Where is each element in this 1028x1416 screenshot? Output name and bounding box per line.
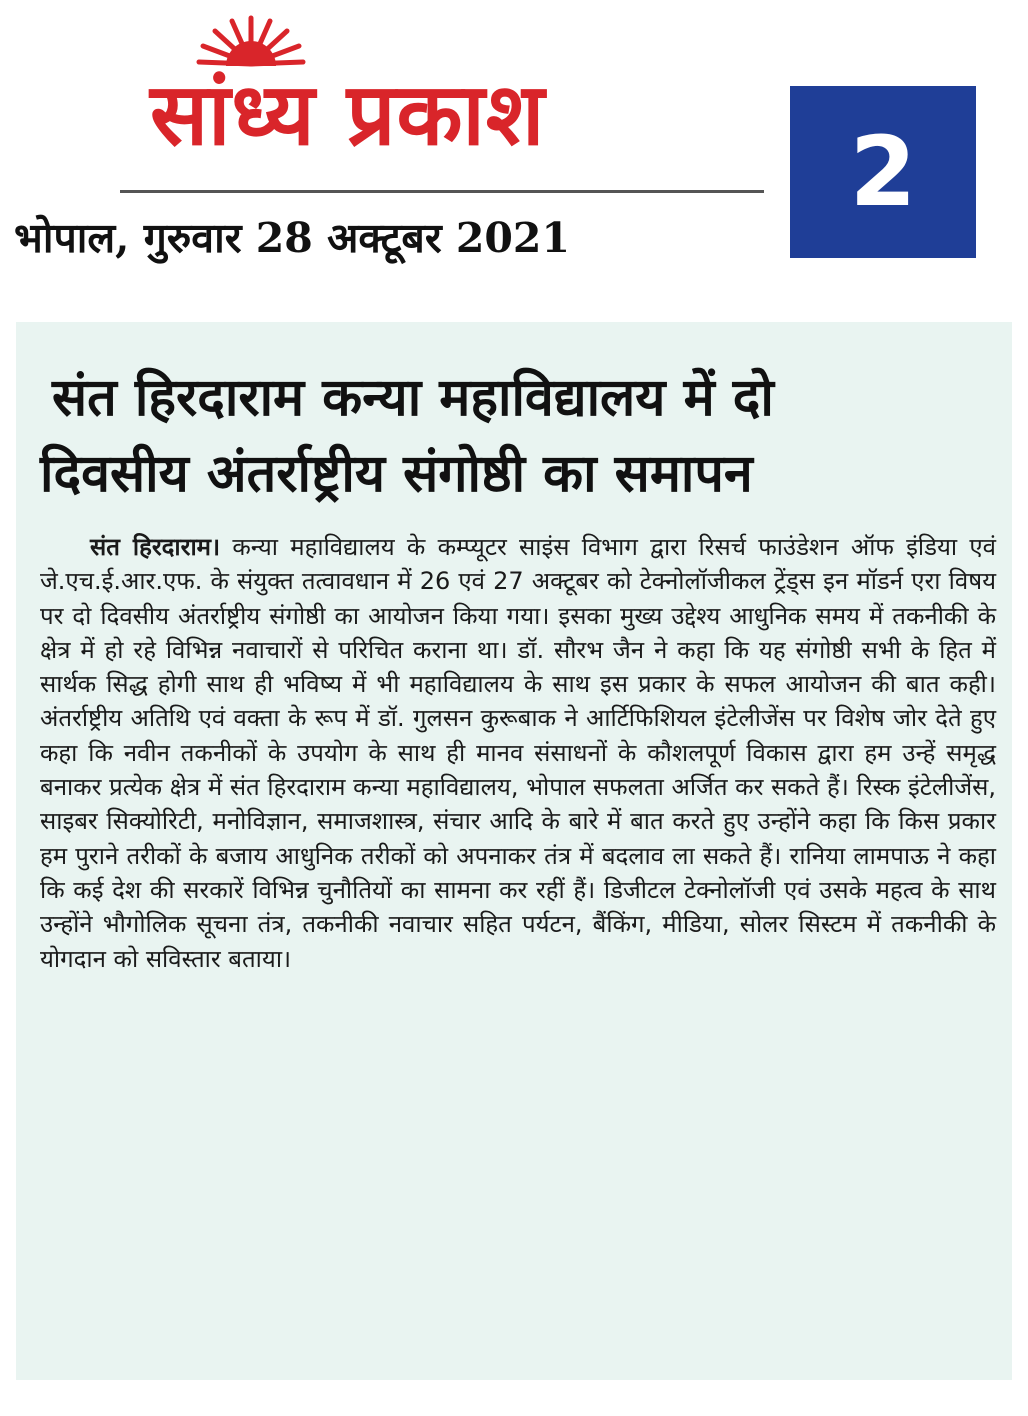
headline-line-2: दिवसीय अंतर्राष्ट्रीय संगोष्ठी का समापन [40, 444, 753, 504]
masthead [0, 0, 1028, 300]
article-body-text: कन्या महाविद्यालय के कम्प्यूटर साइंस विभाग द्वारा रिसर्च फाउंडेशन ऑफ इंडिया एवं जे.एच.ई.आर.एफ. के संयुक्त तत्वावधान में 26 एवं 27 अक्टूबर को टेक्नोलॉजीकल ट्रेंड्स इन मॉडर्न एरा विषय पर दो दिवसीय अंतर्राष्ट्रीय संगोष्ठी का आयोजन किया गया। इसका मुख्य उद्देश्य आधुनिक समय में तकनीकी के क्षेत्र में हो रहे विभिन्न नवाचारों से परिचित कराना था। डॉ. सौरभ जैन ने कहा कि यह संगोष्ठी सभी के हित में सार्थक सिद्ध होगी साथ ही भविष्य में भी महाविद्यालय के साथ इस प्रकार के सफल आयोजन की बात कही। अंतर्राष्ट्रीय अतिथि एवं वक्ता के रूप में डॉ. गुलसन कुरूबाक ने आर्टिफिशियल इंटेलीजेंस पर विशेष जोर देते हुए कहा कि नवीन तकनीकों के उपयोग के साथ ही मानव संसाधनों के कौशलपूर्ण विकास द्वारा हम उन्हें समृद्ध बनाकर प्रत्येक क्षेत्र में संत हिरदाराम कन्या महाविद्यालय, भोपाल सफलता अर्जित कर सकते हैं। रिस्क इंटेलीजेंस, साइबर सिक्योरिटी, मनोविज्ञान, समाजशास्त्र, संचार आदि के बारे में बात करते हुए उन्होंने कहा कि किस प्रकार हम पुराने तरीकों के बजाय आधुनिक तरीकों को अपनाकर तंत्र में बदलाव ला सकते हैं। रानिया लामपाऊ ने कहा कि कई देश की सरकारें विभिन्न चुनौतियों का सामना कर रहीं हैं। डिजीटल टेक्नोलॉजी एवं उसके महत्व के साथ उन्होंने भौगोलिक सूचना तंत्र, तकनीकी नवाचार सहित पर्यटन, बैंकिंग, मीडिया, सोलर सिस्टम में तकनीकी के योगदान को सविस्तार बताया। [40, 533, 996, 973]
article-lead: संत हिरदाराम। [90, 533, 221, 561]
masthead-divider [120, 190, 764, 193]
headline-line-1: संत हिरदाराम कन्या महाविद्यालय में दो [52, 368, 774, 428]
article-body [40, 530, 996, 976]
dateline: भोपाल, गुरुवार 28 अक्टूबर 2021 [14, 214, 570, 262]
article-headline [40, 360, 996, 512]
page-number-badge: 2 [790, 86, 976, 258]
newspaper-logo-title: सांध्य प्रकाश [150, 65, 546, 165]
news-article [16, 322, 1012, 1380]
